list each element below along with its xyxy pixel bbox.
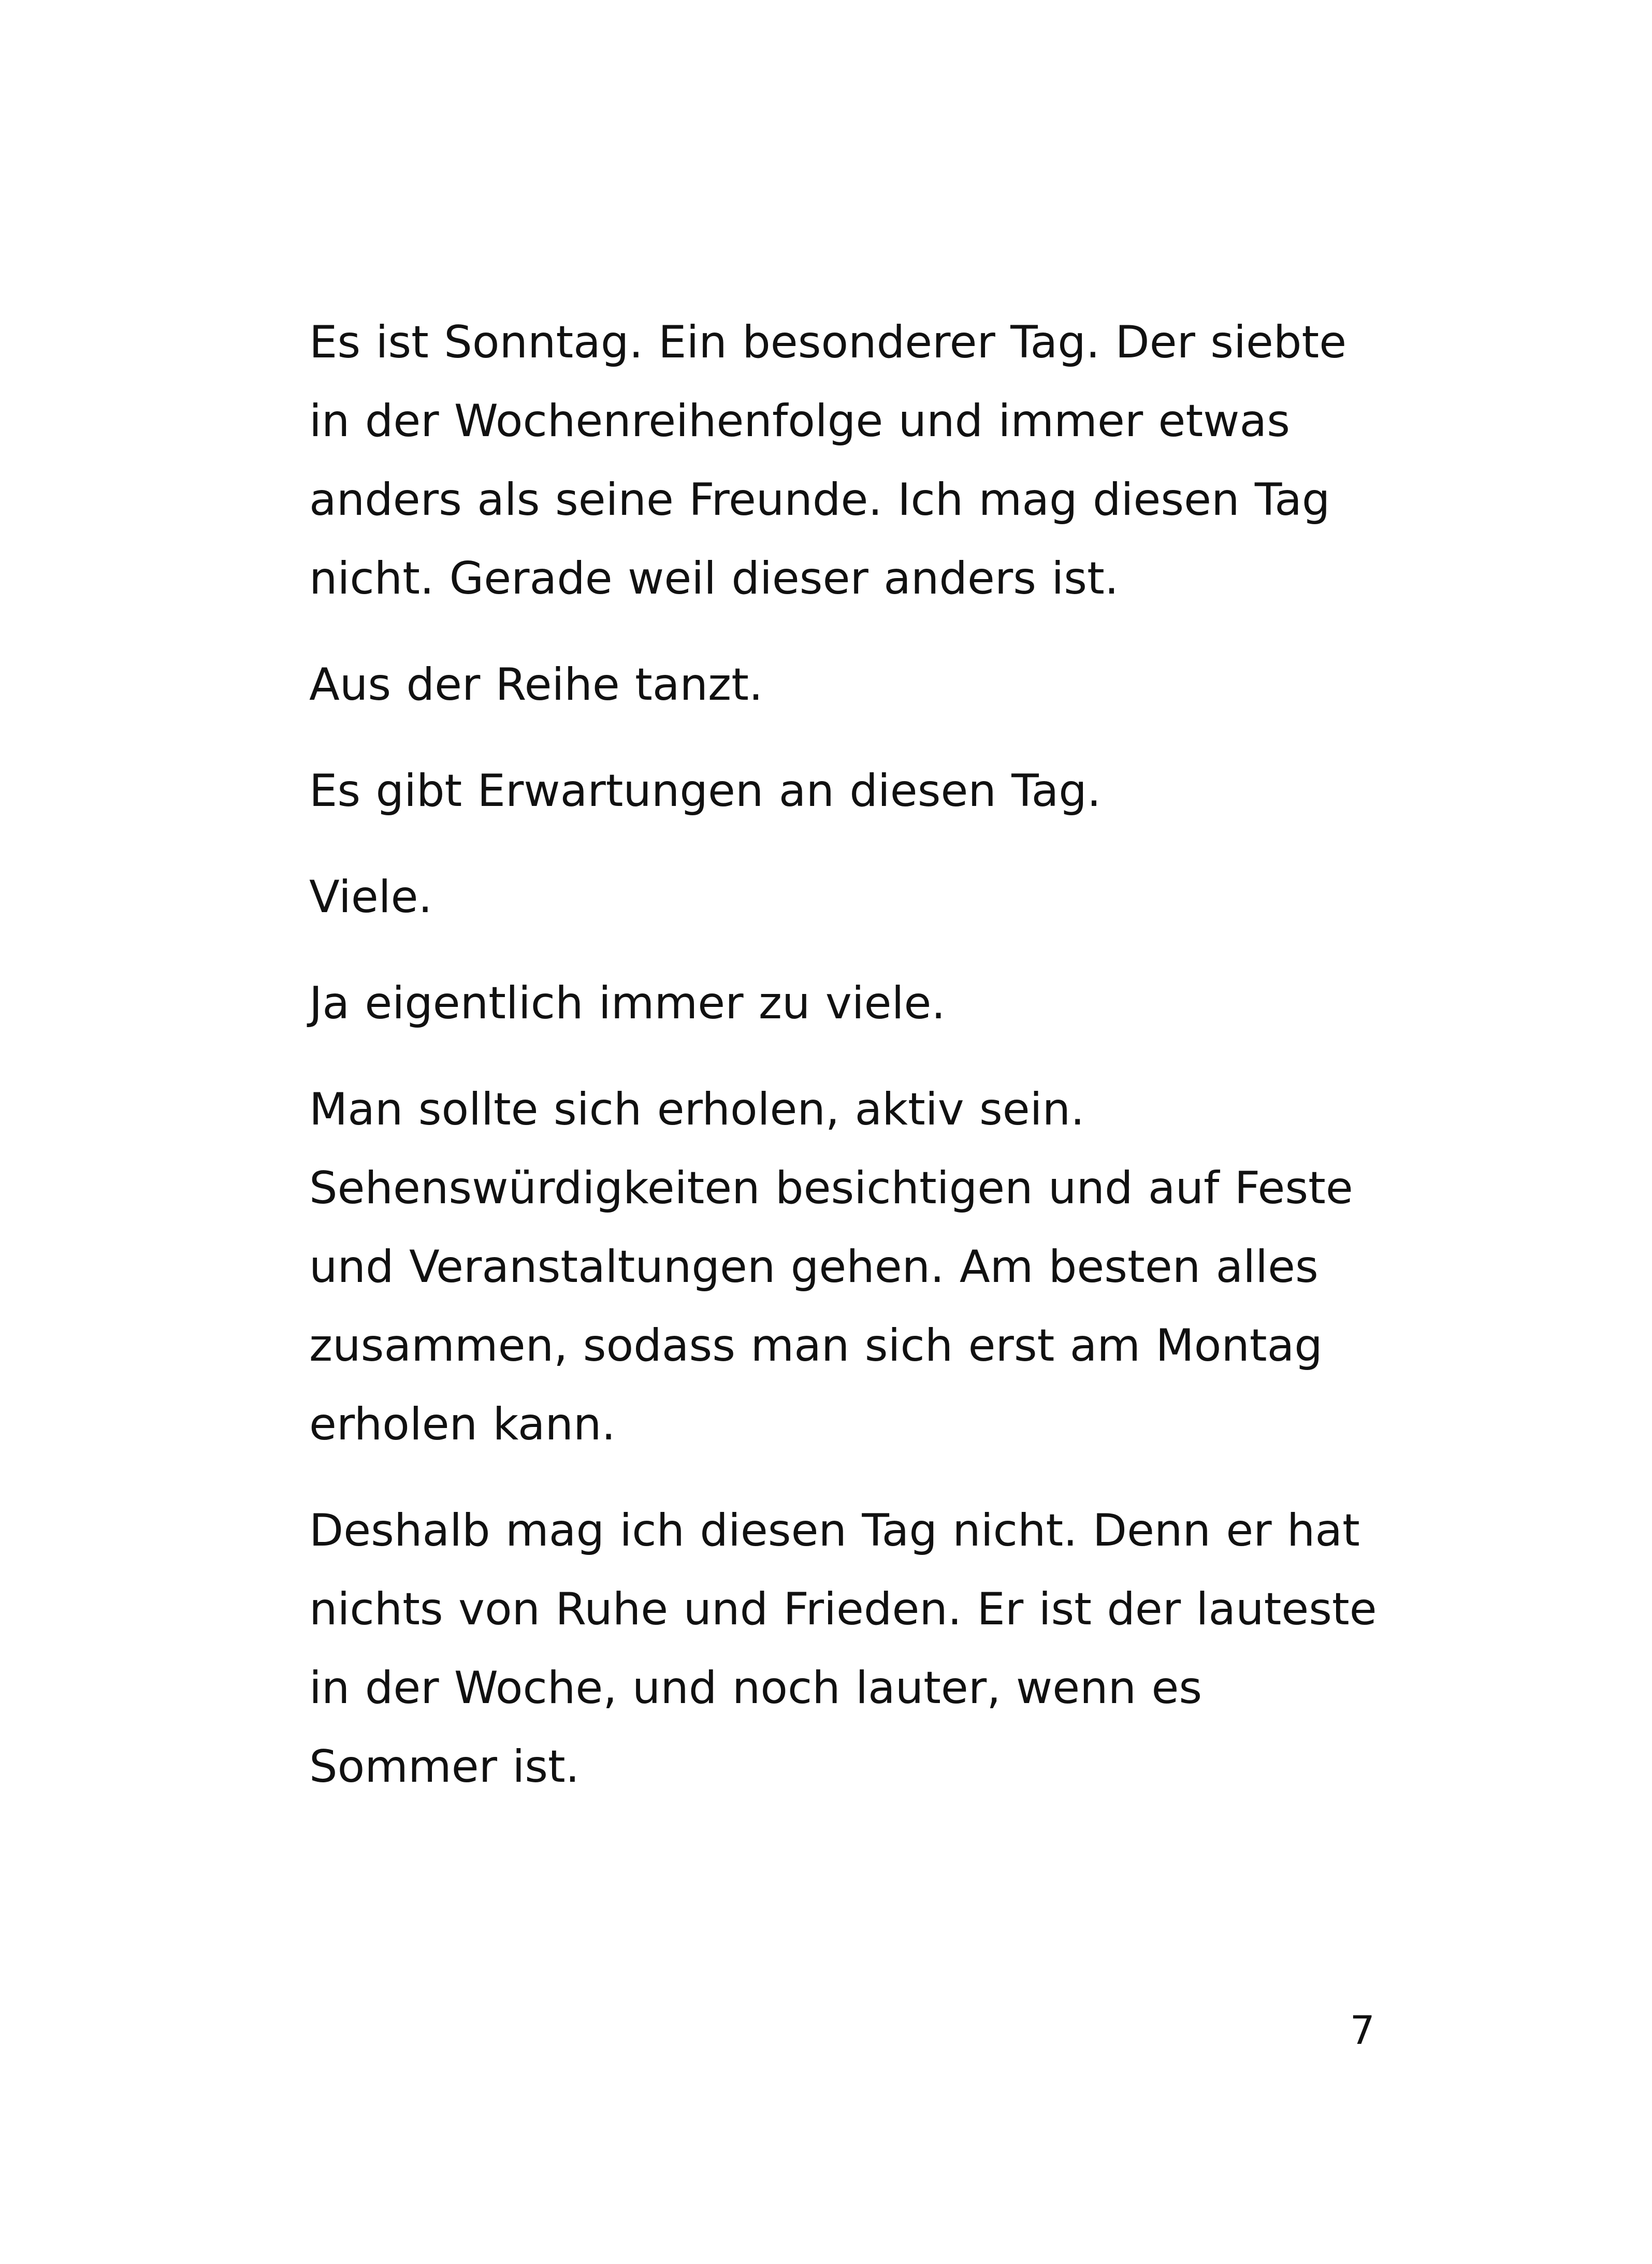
- paragraph-loudest-day: Deshalb mag ich diesen Tag nicht. Denn er hat nichts von Ruhe und Frieden. Er ist der lauteste in der Woche, und noch lauter, wenn es Sommer ist.: [309, 1505, 1377, 1793]
- paragraph-expectations: Es gibt Erwartungen an diesen Tag.: [309, 765, 1102, 817]
- paragraph-activities: Man sollte sich erholen, aktiv sein. Sehenswürdigkeiten besichtigen und auf Feste und Veranstaltungen gehen. Am besten alles zusammen, sodass man sich erst am Montag erholen kann.: [309, 1084, 1353, 1450]
- page-body-text: [309, 303, 1402, 1834]
- paragraph-many: Viele.: [309, 871, 432, 923]
- paragraph-sunday-intro: Es ist Sonntag. Ein besonderer Tag. Der siebte in der Wochenreihenfolge und immer etwas anders als seine Freunde. Ich mag diesen Tag nicht. Gerade weil dieser anders ist.: [309, 316, 1347, 604]
- paragraph-out-of-line: Aus der Reihe tanzt.: [309, 659, 763, 711]
- paragraph-too-many: Ja eigentlich immer zu viele.: [309, 977, 946, 1029]
- page-number: 7: [1350, 2007, 1375, 2053]
